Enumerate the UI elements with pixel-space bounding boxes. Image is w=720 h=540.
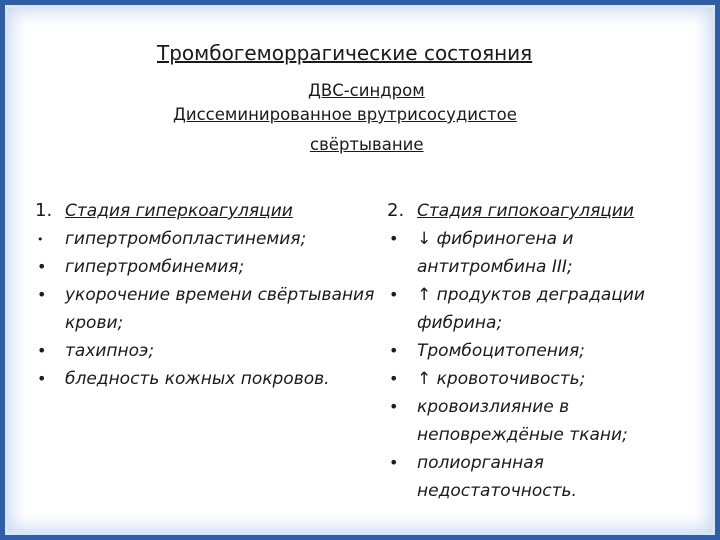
stage-2-label: Стадия гипокоагуляции	[417, 201, 634, 221]
bullet-icon: •	[389, 285, 399, 304]
bullet-icon: •	[37, 285, 47, 304]
bullet-icon: •	[389, 229, 399, 248]
subtitle-dic: ДВС-синдром	[308, 81, 425, 100]
bullet-icon: •	[37, 257, 47, 276]
bullet-icon: •	[389, 341, 399, 360]
list-item: • гипертромбинемия;	[35, 253, 375, 281]
subtitle-coagulation: свёртывание	[310, 135, 424, 154]
stage-2-number: 2.	[387, 200, 405, 221]
list-item: • ↑ кровоточивость;	[387, 365, 707, 393]
list-item: • гипертромбопластинемия;	[35, 225, 375, 253]
stage-1-number: 1.	[35, 200, 53, 221]
bullet-icon: •	[37, 233, 44, 246]
stage-1-heading	[35, 197, 375, 225]
bullet-icon: •	[389, 369, 399, 388]
slide-title: Тромбогеморрагические состояния	[157, 41, 533, 65]
bullet-icon: •	[37, 341, 47, 360]
list-item: • тахипноэ;	[35, 337, 375, 365]
stage-1-list	[35, 225, 375, 393]
stage-2-list	[387, 225, 707, 505]
list-item: • Тромбоцитопения;	[387, 337, 707, 365]
list-item: • полиорганная недостаточность.	[387, 449, 707, 505]
list-item: • укорочение времени свёртывания крови;	[35, 281, 375, 337]
right-column	[387, 197, 707, 505]
subtitle-disseminated: Диссеминированное врутрисосудистое	[173, 105, 517, 124]
stage-1-label: Стадия гиперкоагуляции	[65, 201, 293, 221]
bullet-icon: •	[389, 397, 399, 416]
list-item: • бледность кожных покровов.	[35, 365, 375, 393]
list-item: • кровоизлияние в неповреждёные ткани;	[387, 393, 707, 449]
bullet-icon: •	[37, 369, 47, 388]
stage-2-heading	[387, 197, 707, 225]
bullet-icon: •	[389, 453, 399, 472]
list-item: • ↑ продуктов деградации фибрина;	[387, 281, 707, 337]
list-item: • ↓ фибриногена и антитромбина III;	[387, 225, 707, 281]
left-column	[35, 197, 375, 393]
